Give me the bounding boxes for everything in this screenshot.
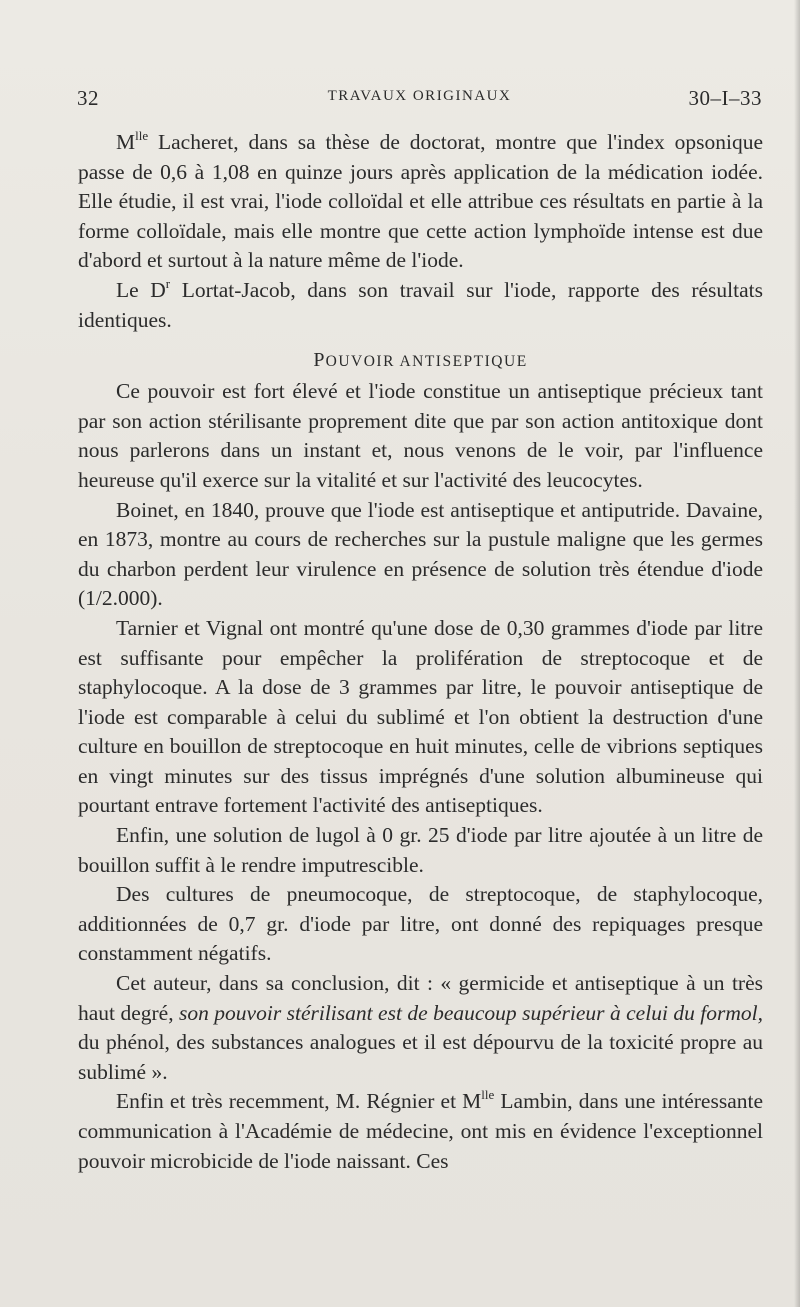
page-edge-shadow <box>794 0 800 1307</box>
running-title: TRAVAUX ORIGINAUX <box>327 88 512 104</box>
paragraph-lortat-jacob: Le $D^r$ Lortat-Jacob, dans son travail sur l'iode, rapporte des résultats identiques. <box>78 275 763 332</box>
paragraph-conclusion-quote: Cet auteur, dans sa conclusion, dit : « germicide et antiseptique à un très haut degré, son pouvoir stérilisant est de beaucoup supérieur à celui du formol, du phénol, des substances analogues et il est dépourvu de la toxicité propre au sublimé ». <box>78 971 763 1084</box>
paragraph-lacheret: $M^{lle}$ Lacheret, dans sa thèse de doctorat, montre que l'index opsonique passe de 0,6 à 1,08 en quinze jours après application de la médication iodée. Elle étudie, il est vrai, l'iode colloïdal et elle attribue ces résultats en partie à la forme colloïdale, mais elle montre que cette action lymphoïde intense est due d'abord et surtout à la nature même de l'iode. <box>78 127 763 273</box>
paragraph-boinet-davaine: Boinet, en 1840, prouve que l'iode est antiseptique et antiputride. Davaine, en 1873, montre au cours de recherches sur la pustule maligne que les germes du charbon perdent leur virulence en présence de solution très étendue d'iode (1/2.000). <box>78 497 763 611</box>
paragraph-antiseptic-intro: Ce pouvoir est fort élevé et l'iode constitue un antiseptique précieux tant par son action stérilisante proprement dite que par son action antitoxique dont nous parlerons dans un instant et, nous venons de le voir, par l'influence heureuse qu'il exerce sur la vitalité et sur l'activité des leucocytes. <box>78 379 763 492</box>
paragraph-lugol: Enfin, une solution de lugol à 0 gr. 25 d'iode par litre ajoutée à un litre de bouillon suffit à le rendre imputrescible. <box>78 823 763 877</box>
running-header <box>77 86 762 112</box>
paragraph-tarnier-vignal: Tarnier et Vignal ont montré qu'une dose de 0,30 grammes d'iode par litre est suffisante pour empêcher la prolifération de streptocoque et de staphylocoque. A la dose de 3 grammes par litre, le pouvoir antiseptique de l'iode est comparable à celui du sublimé et l'on obtient la destruction d'une culture en bouillon de streptocoque en huit minutes, celle de vibrions septiques en vingt minutes sur des tissus imprégnés d'une solution albumineuse qui pourtant entrave fortement l'activité des antiseptiques. <box>78 615 763 818</box>
paragraph-cultures: Des cultures de pneumocoque, de streptocoque, de staphylocoque, additionnées de 0,7 gr. d'iode par litre, ont donné des repiquages presque constamment négatifs. <box>78 882 763 966</box>
body-text <box>78 128 763 1176</box>
paragraph-regnier-lambin: Enfin et très recemment, M. Régnier et $M^{lle}$ Lambin, dans une intéressante communication à l'Académie de médecine, ont mis en évidence l'exceptionnel pouvoir microbicide de l'iode naissant. Ces <box>78 1087 763 1173</box>
issue-date: 30–I–33 <box>688 86 762 110</box>
section-heading: POUVOIR ANTISEPTIQUE <box>313 349 528 372</box>
italic-quote: son pouvoir stérilisant est de beaucoup supérieur à celui du formol, <box>179 1000 763 1025</box>
page-number: 32 <box>77 86 99 110</box>
